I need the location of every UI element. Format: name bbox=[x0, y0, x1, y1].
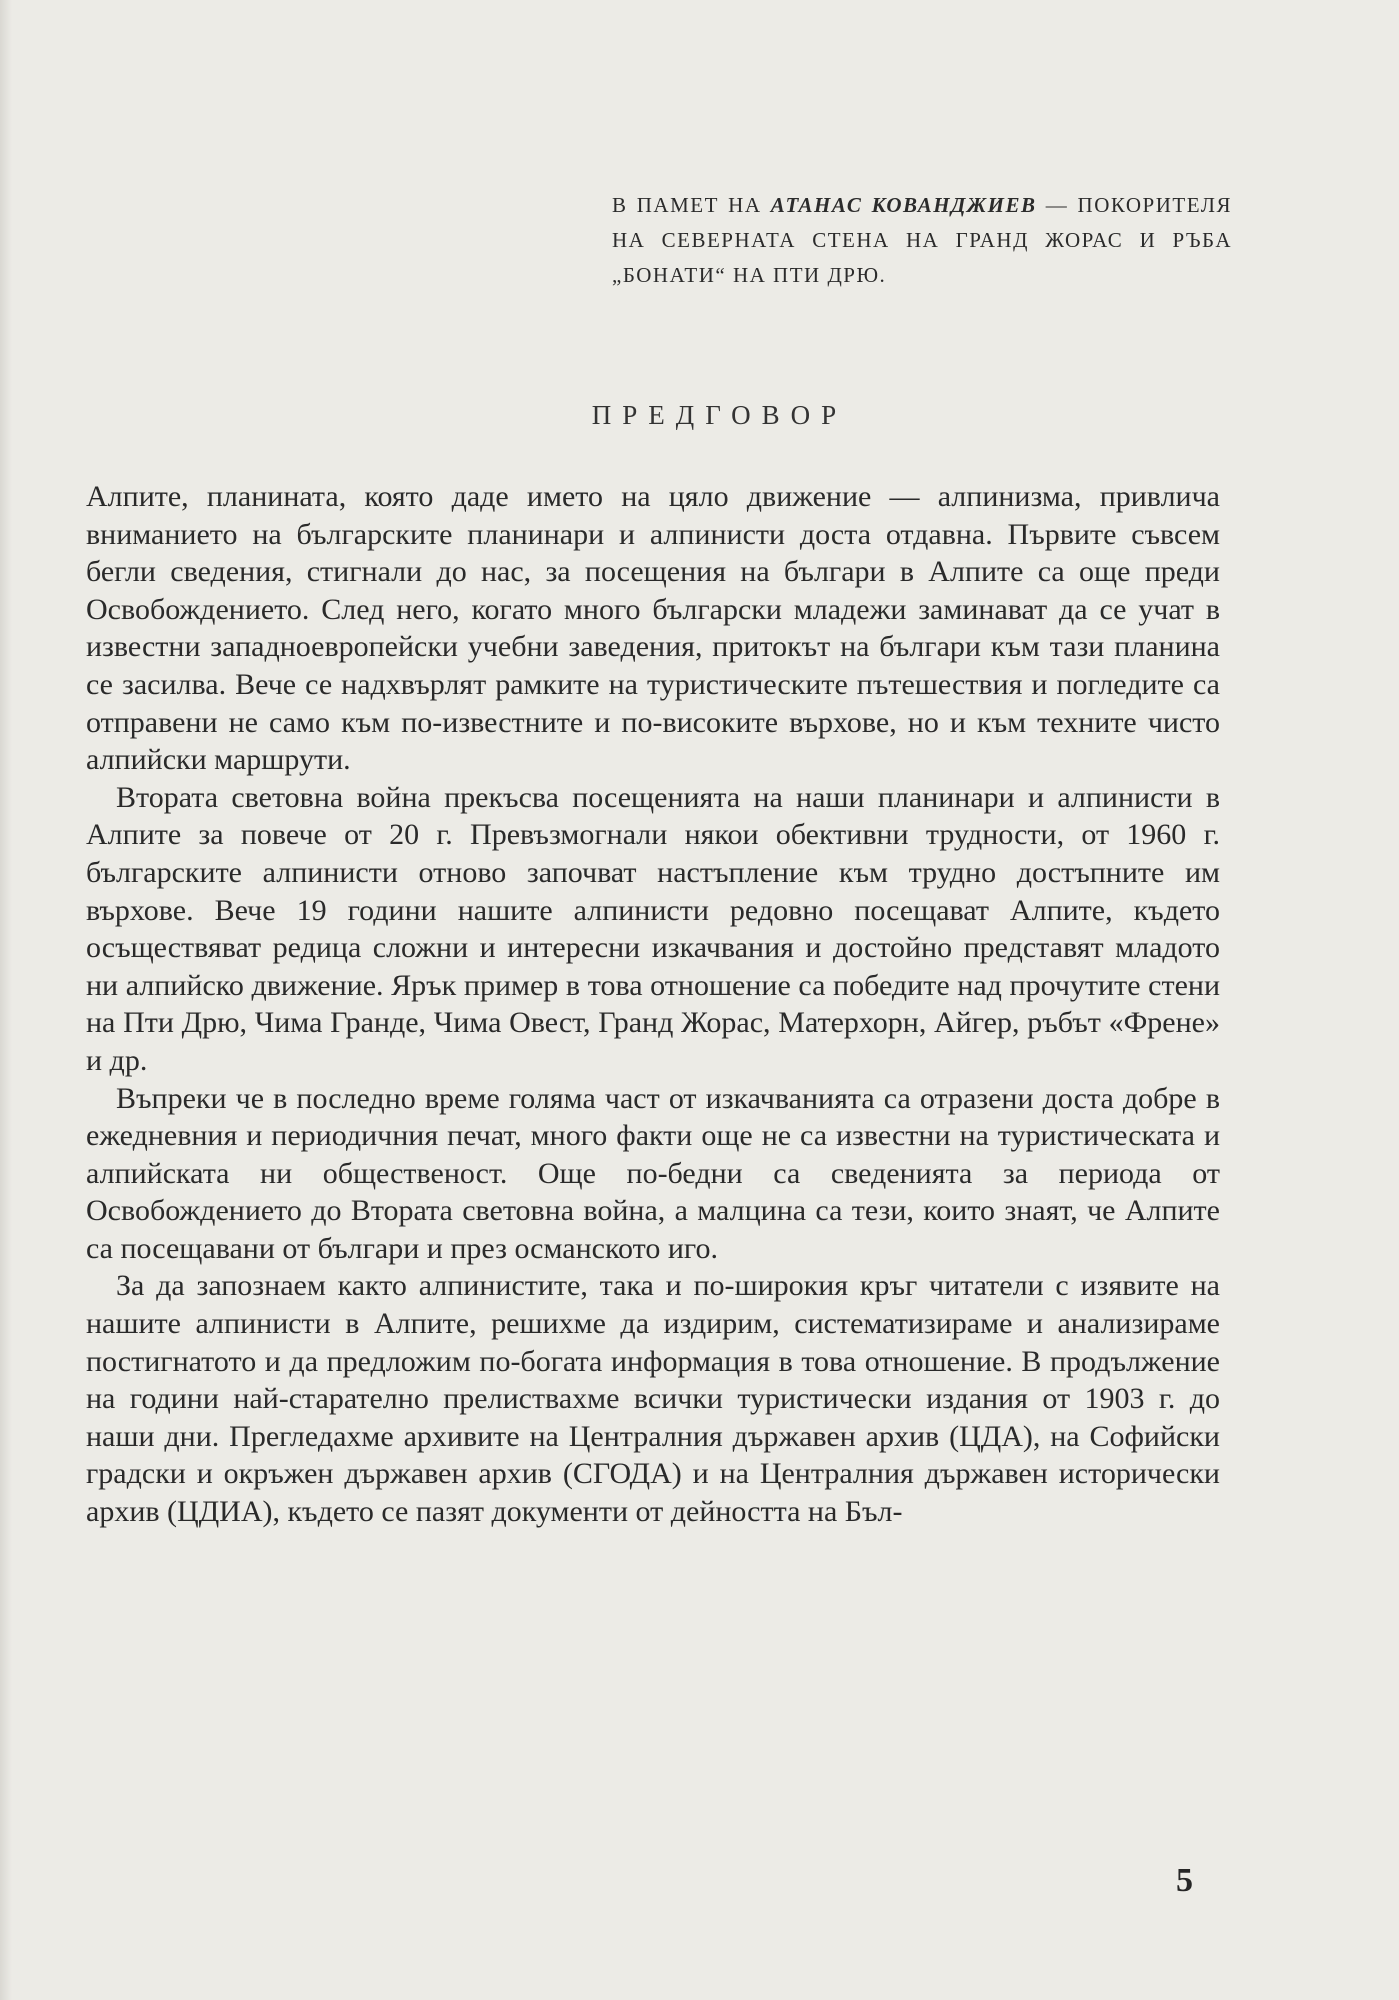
page-number: 5 bbox=[1176, 1862, 1193, 1899]
dedication bbox=[612, 188, 1232, 293]
paragraph: Алпите, планината, която даде името на цяло движение — алпинизма, привлича вниманието на българските планинари и алпинисти доста отдавна. Първите съвсем бегли сведения, стигнали до нас, за посещения на българи в Алпите са още преди Освобождението. След него, когато много български младежи заминават да се учат в известни западноевропейски учебни заведения, притокът на българи към тази планина се засилва. Вече се надхвърлят рамките на туристическите пътешествия и погледите са отправени не само към по-известните и по-високите върхове, но и към техните чисто алпийски маршрути. bbox=[86, 480, 1220, 777]
dedication-suffix: — ПОКОРИТЕЛЯ НА СЕВЕРНАТА СТЕНА НА ГРАНД ЖОРАС И РЪБА „БОНАТИ“ НА ПТИ ДРЮ. bbox=[612, 193, 1232, 287]
dedication-prefix: В ПАМЕТ НА bbox=[612, 193, 771, 217]
paragraph: За да запознаем както алпинистите, така и по-широкия кръг читатели с изявите на нашите алпинисти в Алпите, решихме да издирим, систематизираме и анализираме постигнатото и да предложим по-богата информация в това отношение. В продължение на години най-старателно прелиствахме всички туристически издания от 1903 г. до наши дни. Прегледахме архивите на Централния държавен архив (ЦДА), на Софийски градски и окръжен държавен архив (СГОДА) и на Централния държавен исторически архив (ЦДИА), където се пазят документи от дейността на Бъл- bbox=[86, 1269, 1220, 1529]
paragraph: Втората световна война прекъсва посещенията на наши планинари и алпинисти в Алпите за повече от 20 г. Превъзмогнали някои обективни трудности, от 1960 г. българските алпинисти отново започват настъпление към трудно достъпните им върхове. Вече 19 години нашите алпинисти редовно посещават Алпите, където осъществяват редица сложни и интересни изкачвания и достойно представят младото ни алпийско движение. Ярък пример в това отношение са победите над прочутите стени на Пти Дрю, Чима Гранде, Чима Овест, Гранд Жорас, Матерхорн, Айгер, ръбът «Френе» и др. bbox=[86, 780, 1220, 1077]
section-heading: ПРЕДГОВОР bbox=[591, 400, 848, 430]
dedication-name: АТАНАС КОВАНДЖИЕВ bbox=[770, 193, 1037, 217]
page-binding-edge bbox=[0, 0, 12, 2000]
paragraph: Въпреки че в последно време голяма част от изкачванията са отразени доста добре в ежедневния и периодичния печат, много факти още не са известни на туристическата и алпийската ни общественост. Още по-бедни са сведенията за периода от Освобождението до Втората световна война, а малцина са тези, които знаят, че Алпите са посещавани от българи и през османското иго. bbox=[86, 1081, 1220, 1265]
body-text bbox=[86, 478, 1220, 1531]
